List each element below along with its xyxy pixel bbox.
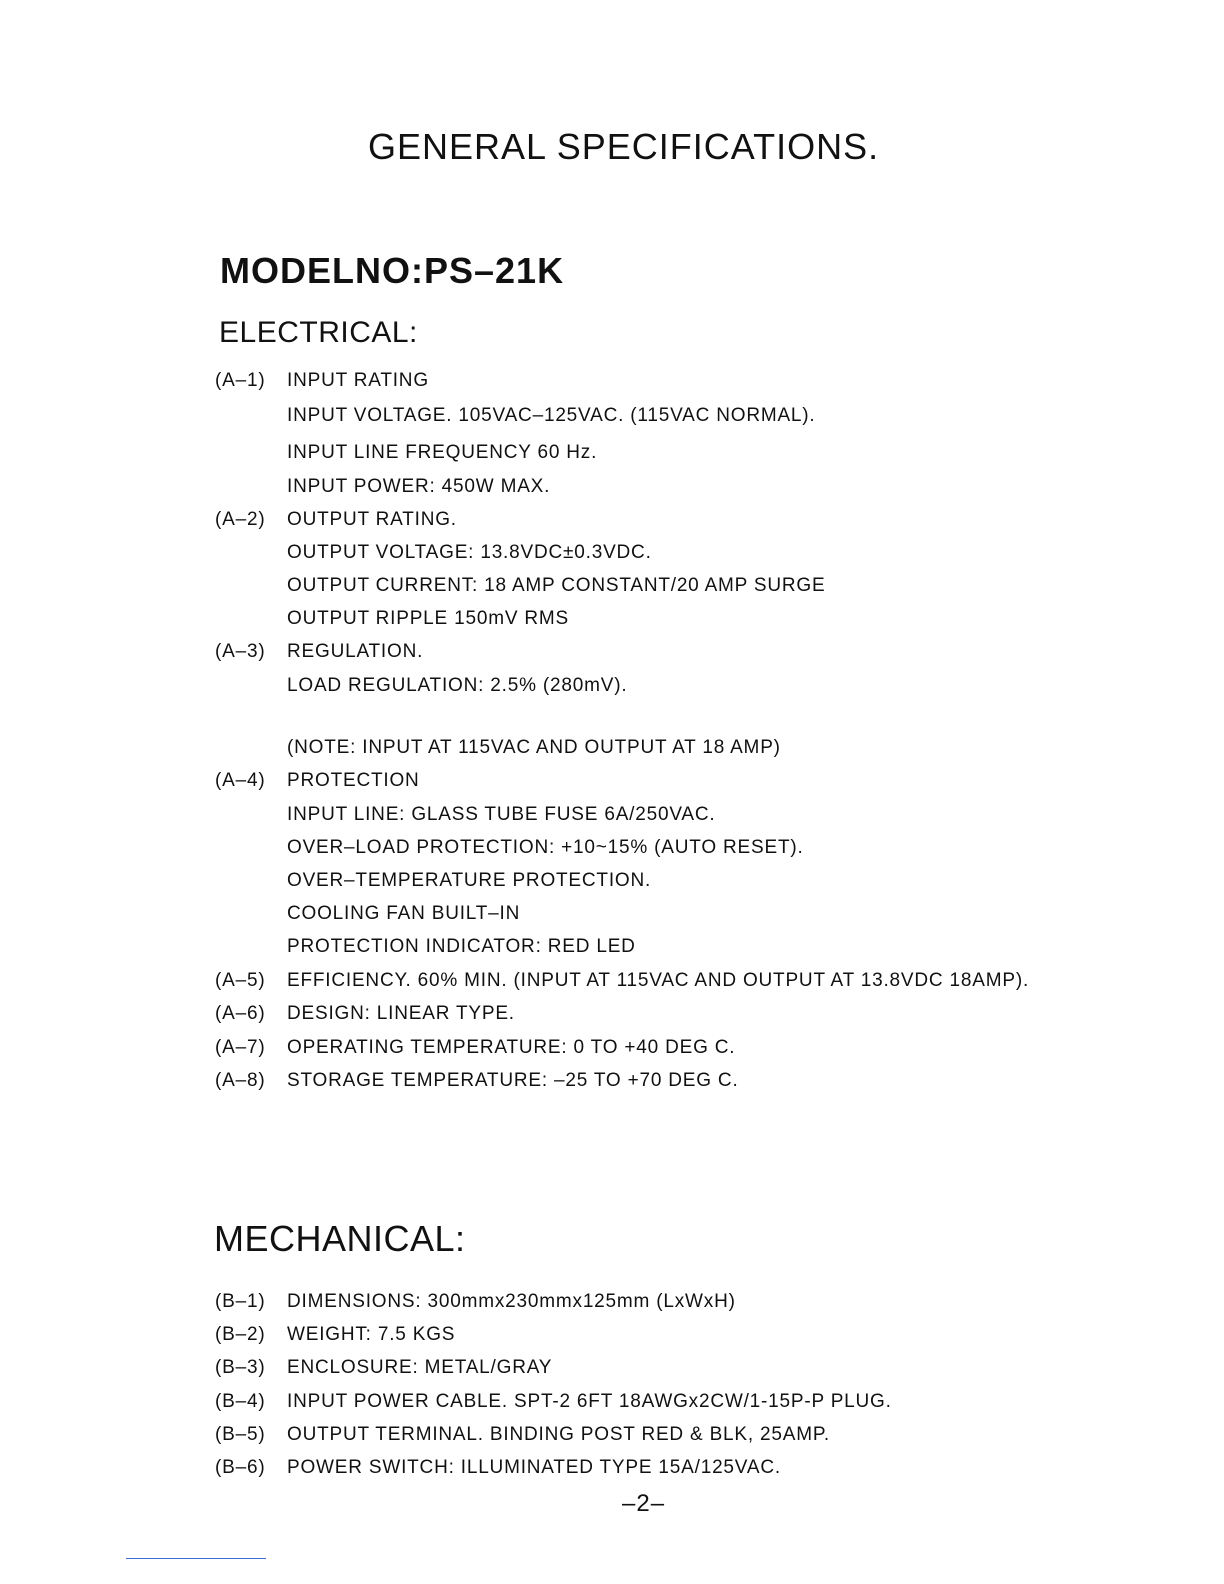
spec-text: INPUT LINE: GLASS TUBE FUSE 6A/250VAC. (287, 804, 716, 825)
spec-text: INPUT LINE FREQUENCY 60 Hz. (287, 442, 598, 463)
spec-text: PROTECTION INDICATOR: RED LED (287, 936, 636, 957)
spec-text: OVER–LOAD PROTECTION: +10~15% (AUTO RESET). (287, 837, 804, 858)
page-title: GENERAL SPECIFICATIONS. (368, 126, 880, 167)
spec-text: PROTECTION (287, 770, 420, 791)
spec-text: OUTPUT RIPPLE 150mV RMS (287, 608, 570, 629)
spec-code: (A–2) (215, 509, 266, 530)
spec-code: (B–5) (215, 1424, 266, 1445)
spec-text: OUTPUT RATING. (287, 509, 457, 530)
spec-code: (B–2) (215, 1324, 266, 1345)
spec-text: INPUT POWER: 450W MAX. (287, 476, 551, 497)
spec-text: INPUT VOLTAGE. 105VAC–125VAC. (115VAC NORMAL). (287, 405, 816, 426)
spec-text: EFFICIENCY. 60% MIN. (INPUT AT 115VAC AND OUTPUT AT 13.8VDC 18AMP). (287, 970, 1030, 991)
mechanical-heading: MECHANICAL: (214, 1218, 466, 1259)
spec-code: (A–1) (215, 370, 266, 391)
spec-code: (A–4) (215, 770, 266, 791)
model-number: MODELNO:PS–21K (220, 250, 565, 291)
spec-text: LOAD REGULATION: 2.5% (280mV). (287, 675, 628, 696)
spec-text: OUTPUT VOLTAGE: 13.8VDC±0.3VDC. (287, 542, 652, 563)
spec-text: POWER SWITCH: ILLUMINATED TYPE 15A/125VAC. (287, 1457, 781, 1478)
spec-text: DIMENSIONS: 300mmx230mmx125mm (LxWxH) (287, 1291, 736, 1312)
spec-text: OPERATING TEMPERATURE: 0 TO +40 DEG C. (287, 1037, 736, 1058)
spec-code: (A–5) (215, 970, 266, 991)
spec-text: STORAGE TEMPERATURE: –25 TO +70 DEG C. (287, 1070, 739, 1091)
spec-text: ENCLOSURE: METAL/GRAY (287, 1357, 553, 1378)
spec-text: WEIGHT: 7.5 KGS (287, 1324, 456, 1345)
spec-text: DESIGN: LINEAR TYPE. (287, 1003, 515, 1024)
spec-text: INPUT POWER CABLE. SPT-2 6FT 18AWGx2CW/1-15P-P PLUG. (287, 1391, 892, 1412)
electrical-heading: ELECTRICAL: (219, 316, 418, 349)
spec-code: (B–3) (215, 1357, 266, 1378)
spec-code: (B–4) (215, 1391, 266, 1412)
spec-code: (A–6) (215, 1003, 266, 1024)
footer-rule (126, 1558, 266, 1559)
page-number: –2– (622, 1490, 666, 1517)
spec-text: OUTPUT CURRENT: 18 AMP CONSTANT/20 AMP SURGE (287, 575, 826, 596)
spec-text: (NOTE: INPUT AT 115VAC AND OUTPUT AT 18 AMP) (287, 737, 781, 758)
spec-code: (A–3) (215, 641, 266, 662)
spec-text: OVER–TEMPERATURE PROTECTION. (287, 870, 652, 891)
spec-text: REGULATION. (287, 641, 424, 662)
spec-code: (A–7) (215, 1037, 266, 1058)
spec-text: OUTPUT TERMINAL. BINDING POST RED & BLK, 25AMP. (287, 1424, 830, 1445)
spec-code: (B–1) (215, 1291, 266, 1312)
spec-code: (B–6) (215, 1457, 266, 1478)
spec-code: (A–8) (215, 1070, 266, 1091)
spec-text: COOLING FAN BUILT–IN (287, 903, 521, 924)
spec-text: INPUT RATING (287, 370, 429, 391)
